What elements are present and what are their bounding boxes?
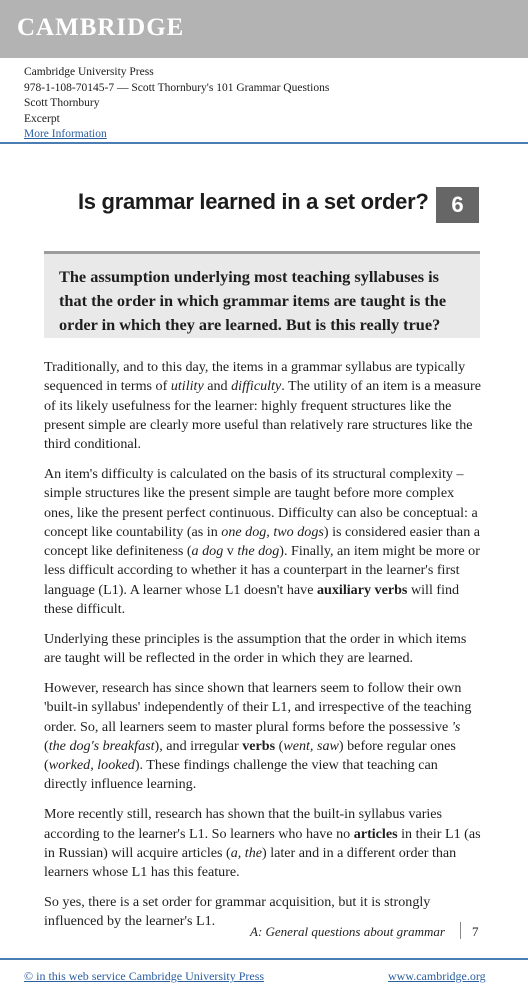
publisher-name: Cambridge University Press xyxy=(24,66,154,78)
isbn-title-line: 978-1-108-70145-7 — Scott Thornbury's 101 Grammar Questions xyxy=(24,81,330,94)
paragraph-6: So yes, there is a set order for grammar acquisition, but it is strongly influenced by the learner's L1. xyxy=(44,893,431,930)
header-divider xyxy=(0,142,528,144)
footer-separator xyxy=(460,922,461,939)
chapter-title: Is grammar learned in a set order? xyxy=(78,189,429,214)
page-number: 7 xyxy=(472,924,479,939)
excerpt-label: Excerpt xyxy=(24,112,60,125)
more-information-link[interactable]: More Information xyxy=(24,128,107,140)
glossary-term-auxiliary-verbs: auxiliary verbs xyxy=(316,581,408,598)
paragraph-1: Traditionally, and to this day, the items in a grammar syllabus are typically sequenced in terms of utility and difficulty. The utility of an item is a measure of its likely usefulness for the learner: highly frequent structures like the present simple are clearly more useful than relatively rare structures like the third conditional. xyxy=(44,359,481,453)
book-metadata xyxy=(24,65,329,143)
glossary-term-articles: articles xyxy=(353,825,398,842)
chapter-number-badge: 6 xyxy=(436,187,479,223)
cambridge-banner xyxy=(0,0,528,58)
intro-box: The assumption underlying most teaching syllabuses is that the order in which grammar items are taught is the order in which they are learned. But is this really true? xyxy=(44,251,480,338)
section-name: A: General questions about grammar xyxy=(250,924,445,939)
cambridge-site-link[interactable]: www.cambridge.org xyxy=(388,969,486,983)
article-body xyxy=(44,358,484,942)
paragraph-5: More recently still, research has shown that the built-in syllabus varies according to the learner's L1. So learners who have no articles in their L1 (as in Russian) will acquire articles (a, the) later and in a different order than learners whose L1 has this feature. xyxy=(44,806,481,881)
copyright-link[interactable]: © in this web service Cambridge University Press xyxy=(24,969,265,983)
glossary-term-verbs: verbs xyxy=(242,737,276,754)
footer-divider xyxy=(0,958,528,960)
paragraph-2: An item's difficulty is calculated on the basis of its structural complexity – simple structures like the present simple are taught before more complex ones, like the present perfect continuous. Difficulty can also be conceptual: a concept like countability (as in one dog, two dogs) is considered easier than a concept like definiteness (a dog v the dog). Finally, an item might be more or less difficult according to whether it has a counterpart in the learner's first language (L1). A learner whose L1 doesn't have auxiliary verbs will find these difficult. xyxy=(44,465,481,618)
author-name: Scott Thornbury xyxy=(24,97,100,109)
paragraph-4: However, research has since shown that learners seem to follow their own 'built-in syllabus' independently of their L1, and irrespective of the teaching order. So, all learners seem to master plural forms before the possessive 's (the dog's breakfast), and irregular verbs (went, saw) before regular ones (worked, looked). These findings challenge the view that teaching can directly influence learning. xyxy=(44,679,472,793)
paragraph-3: Underlying these principles is the assumption that the order in which items are taught will be reflected in the order in which they are learned. xyxy=(44,630,467,667)
cambridge-logo: CAMBRIDGE xyxy=(17,14,185,41)
